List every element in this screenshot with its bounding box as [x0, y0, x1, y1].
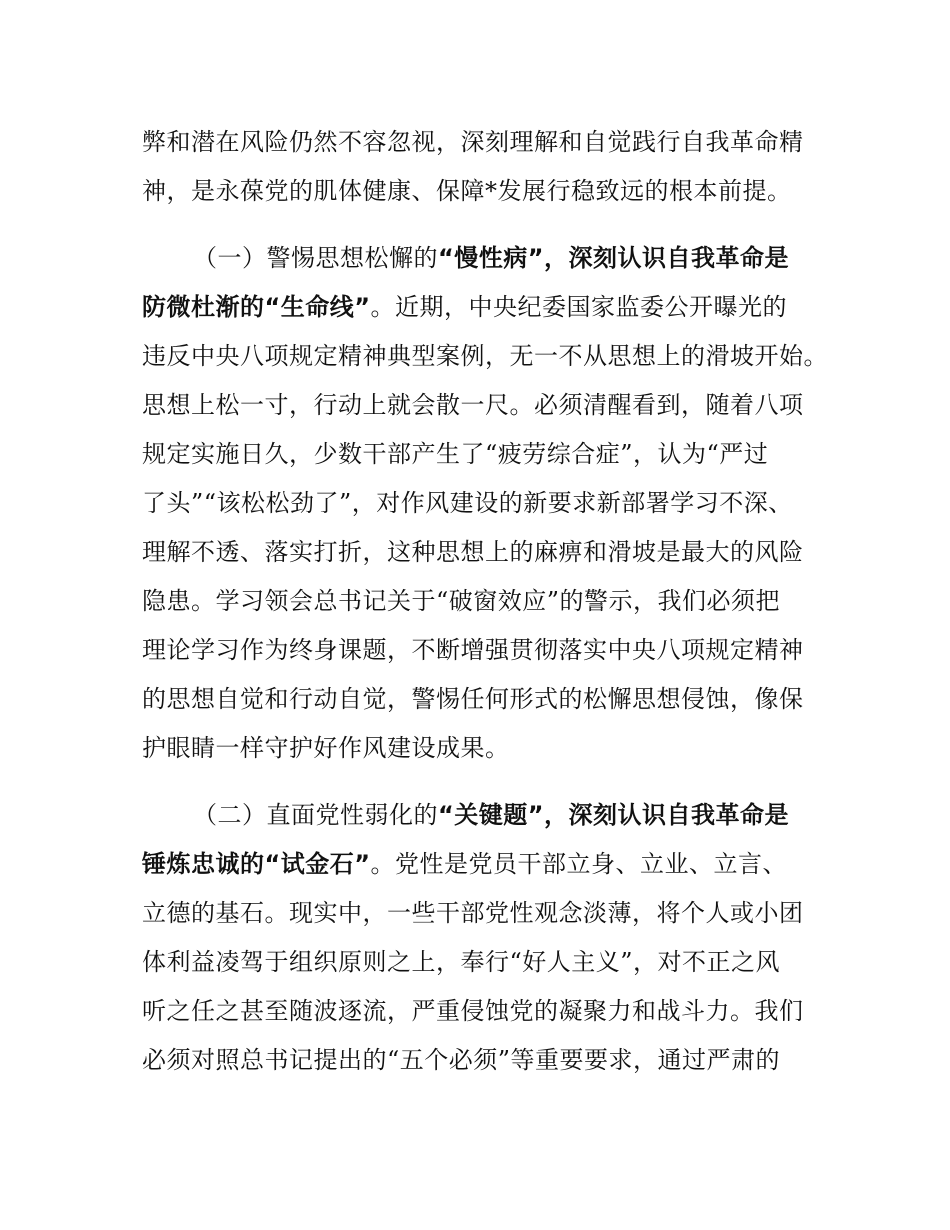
text-run: 。近期，中央纪委国家监委公开曝光的 — [370, 293, 788, 321]
text-line — [142, 635, 804, 665]
text-line — [142, 1045, 780, 1075]
text-run: 理解不透、落实打折，这种思想上的麻痹和滑坡是最大的风险 — [142, 538, 804, 566]
text-run: 。党性是党员干部立身、立业、立言、 — [370, 850, 788, 878]
text-run: 的思想自觉和行动自觉，警惕任何形式的松懈思想侵蚀，像保 — [142, 685, 804, 713]
text-line — [142, 684, 804, 714]
text-run: 体利益凌驾于组织原则之上，奉行“好人主义”，对不正之风 — [142, 948, 781, 976]
text-line — [142, 996, 804, 1026]
text-line — [142, 898, 804, 928]
text-line — [142, 586, 780, 616]
section-heading-line — [193, 243, 789, 273]
text-run: 思想上松一寸，行动上就会散一尺。必须清醒看到，随着八项 — [142, 391, 804, 419]
text-line — [142, 292, 787, 322]
text-line — [142, 849, 787, 879]
text-run: 违反中央八项规定精神典型案例，无一不从思想上的滑坡开始。 — [142, 342, 828, 370]
text-run: 立德的基石。现实中，一些干部党性观念淡薄，将个人或小团 — [142, 899, 804, 927]
text-line — [142, 390, 804, 420]
text-run: 理论学习作为终身课题，不断增强贯彻落实中央八项规定精神 — [142, 636, 804, 664]
text-run: 必须对照总书记提出的“五个必须”等重要要求，通过严肃的 — [142, 1046, 781, 1074]
text-run: 了头”“该松松劲了”，对作风建设的新要求新部署学习不深、 — [142, 489, 793, 517]
text-line — [142, 488, 793, 518]
text-line — [142, 733, 510, 763]
text-run: （二）直面党性弱化的 — [193, 801, 438, 829]
text-line — [142, 947, 780, 977]
section-heading-line — [193, 800, 789, 830]
text-run: 神，是永葆党的肌体健康、保障*发展行稳致远的根本前提。 — [142, 177, 792, 205]
text-line — [142, 341, 828, 371]
text-run: （一）警惕思想松懈的 — [193, 244, 438, 272]
text-run: 护眼睛一样守护好作风建设成果。 — [142, 734, 510, 762]
text-line — [142, 176, 792, 206]
bold-text-run: 防微杜渐的“生命线” — [142, 293, 371, 321]
text-run: 规定实施日久，少数干部产生了“疲劳综合症”，认为“严过 — [142, 440, 769, 468]
text-run: 弊和潜在风险仍然不容忽视，深刻理解和自觉践行自我革命精 — [142, 128, 804, 156]
bold-text-run: 锤炼忠诚的“试金石” — [142, 850, 371, 878]
text-line — [142, 439, 768, 469]
text-run: 听之任之甚至随波逐流，严重侵蚀党的凝聚力和战斗力。我们 — [142, 997, 804, 1025]
bold-text-run: “关键题”，深刻认识自我革命是 — [438, 801, 790, 829]
text-line — [142, 127, 804, 157]
text-run: 隐患。学习领会总书记关于“破窗效应”的警示，我们必须把 — [142, 587, 781, 615]
text-line — [142, 537, 804, 567]
bold-text-run: “慢性病”，深刻认识自我革命是 — [438, 244, 790, 272]
